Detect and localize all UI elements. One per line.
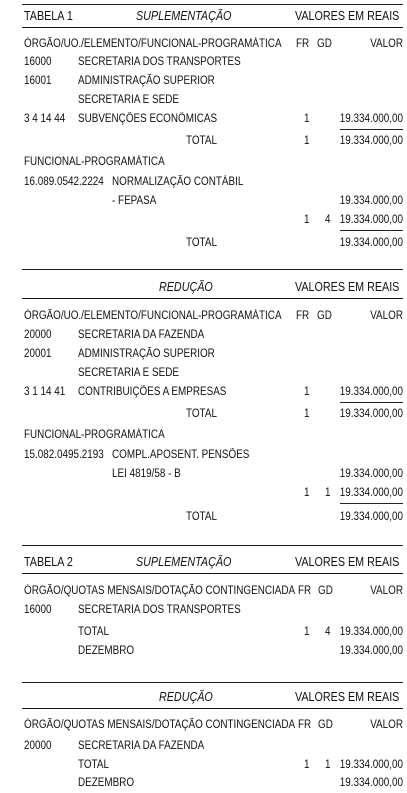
section2-header-rule: [22, 298, 403, 299]
s3-month-value: 19.334.000,00: [339, 645, 403, 657]
s1-func-desc: NORMALIZAÇÃO CONTÁBIL: [112, 176, 244, 188]
s3-org-code: 16000: [24, 604, 52, 616]
s4-org-desc: SECRETARIA DA FAZENDA: [78, 740, 205, 752]
s2-func-desc-2: LEI 4819/58 - B: [112, 468, 181, 480]
s1-func-code: 16.089.0542.2224: [24, 176, 104, 188]
s2-func-value: 19.334.000,00: [339, 468, 403, 480]
s1-func-value: 19.334.000,00: [339, 195, 403, 207]
s2-total-fr: 1: [304, 408, 310, 420]
s2-func-fr: 1: [304, 487, 310, 499]
s2-fr-header: FR: [296, 310, 310, 322]
s3-total-gd: 4: [325, 626, 331, 638]
s1-element-fr: 1: [304, 113, 310, 125]
section3-top-rule: [22, 545, 403, 546]
s4-gd-header: GD: [318, 719, 333, 731]
s2-func-gd: 1: [325, 487, 331, 499]
section2-type: REDUÇÃO: [159, 280, 213, 294]
s2-func-heading: FUNCIONAL-PROGRAMÁTICA: [24, 429, 165, 441]
s3-valor-header: VALOR: [370, 585, 403, 597]
s4-total-label: TOTAL: [78, 759, 109, 771]
s2-func-code: 15.082.0495.2193: [24, 449, 104, 461]
section3-header-rule: [22, 573, 403, 574]
s1-element-code: 3 4 14 44: [24, 113, 66, 125]
s1-total2-label: TOTAL: [186, 237, 217, 249]
s3-total-value: 19.334.000,00: [339, 626, 403, 638]
s4-fr-header: FR: [298, 719, 312, 731]
s1-func-rule: [340, 230, 403, 231]
s3-month-label: DEZEMBRO: [78, 645, 135, 657]
s2-gd-header: GD: [317, 310, 332, 322]
s3-total-label: TOTAL: [78, 626, 109, 638]
s1-func-desc-2: - FEPASA: [112, 195, 157, 207]
s4-total-value: 19.334.000,00: [339, 759, 403, 771]
s1-subtotal-rule: [340, 129, 403, 130]
s2-element-code: 3 1 14 41: [24, 386, 66, 398]
s2-element-value: 19.334.000,00: [339, 386, 403, 398]
s4-total-fr: 1: [304, 759, 310, 771]
s3-column-heading: ÓRGÃO/QUOTAS MENSAIS/DOTAÇÃO CONTINGENCIADA: [24, 585, 296, 597]
s1-element-value: 19.334.000,00: [339, 113, 403, 125]
s2-column-heading: ÓRGÃO/UO./ELEMENTO/FUNCIONAL-PROGRAMÁTICA: [24, 310, 282, 322]
section1-top-rule: [22, 4, 403, 5]
s1-org-code: 16000: [24, 56, 52, 68]
section1-header-rule: [22, 27, 403, 28]
s2-func-rule: [340, 503, 403, 504]
s4-valor-header: VALOR: [370, 719, 403, 731]
s4-month-label: DEZEMBRO: [78, 777, 135, 789]
s1-fr-header: FR: [296, 38, 310, 50]
s1-uo-desc: ADMINISTRAÇÃO SUPERIOR: [78, 75, 215, 87]
s3-gd-header: GD: [318, 585, 333, 597]
s2-uo-desc-2: SECRETARIA E SEDE: [78, 367, 179, 379]
s1-uo-desc-2: SECRETARIA E SEDE: [78, 94, 179, 106]
s1-gd-header: GD: [317, 38, 332, 50]
s1-total-value: 19.334.000,00: [339, 135, 403, 147]
s2-org-desc: SECRETARIA DA FAZENDA: [78, 329, 205, 341]
s2-total2-label: TOTAL: [186, 511, 217, 523]
section4-header-rule: [22, 708, 403, 709]
table1-label: TABELA 1: [24, 9, 73, 23]
section2-top-rule: [22, 269, 403, 270]
s4-total-gd: 1: [325, 759, 331, 771]
section1-values-header: VALORES EM REAIS: [295, 9, 400, 23]
s3-fr-header: FR: [298, 585, 312, 597]
s4-column-heading: ÓRGÃO/QUOTAS MENSAIS/DOTAÇÃO CONTINGENCIADA: [24, 719, 296, 731]
s1-func-gd: 4: [325, 214, 331, 226]
s1-total-fr: 1: [304, 135, 310, 147]
s3-total-fr: 1: [304, 626, 310, 638]
s2-func-desc: COMPL.APOSENT. PENSÕES: [112, 449, 250, 461]
s2-uo-code: 20001: [24, 348, 52, 360]
section1-type: SUPLEMENTAÇÃO: [136, 9, 232, 23]
section2-values-header: VALORES EM REAIS: [295, 280, 400, 294]
s2-element-desc: CONTRIBUIÇÕES A EMPRESAS: [78, 386, 227, 398]
s1-total2-value: 19.334.000,00: [339, 237, 403, 249]
s1-column-heading: ÓRGÃO/UO./ELEMENTO/FUNCIONAL-PROGRAMÁTICA: [24, 38, 282, 50]
s1-total-label: TOTAL: [186, 135, 217, 147]
s1-func-fr: 1: [304, 214, 310, 226]
s1-func-heading: FUNCIONAL-PROGRAMÁTICA: [24, 156, 165, 168]
section3-values-header: VALORES EM REAIS: [295, 555, 400, 569]
section4-values-header: VALORES EM REAIS: [295, 690, 400, 704]
s2-func-subtotal: 19.334.000,00: [339, 487, 403, 499]
s1-element-desc: SUBVENÇÕES ECONÔMICAS: [78, 113, 218, 125]
s2-org-code: 20000: [24, 329, 52, 341]
section4-top-rule: [22, 682, 403, 683]
section3-type: SUPLEMENTAÇÃO: [136, 555, 232, 569]
table2-label: TABELA 2: [24, 555, 73, 569]
s2-total-value: 19.334.000,00: [339, 408, 403, 420]
s2-element-fr: 1: [304, 386, 310, 398]
s3-org-desc: SECRETARIA DOS TRANSPORTES: [78, 604, 241, 616]
s4-org-code: 20000: [24, 740, 52, 752]
section4-type: REDUÇÃO: [159, 690, 213, 704]
s2-total-label: TOTAL: [186, 408, 217, 420]
s1-func-subtotal: 19.334.000,00: [339, 214, 403, 226]
s2-valor-header: VALOR: [370, 310, 403, 322]
s1-valor-header: VALOR: [370, 38, 403, 50]
s2-total2-value: 19.334.000,00: [339, 511, 403, 523]
s2-uo-desc: ADMINISTRAÇÃO SUPERIOR: [78, 348, 215, 360]
s1-uo-code: 16001: [24, 75, 52, 87]
s4-month-value: 19.334.000,00: [339, 777, 403, 789]
s2-subtotal-rule: [340, 402, 403, 403]
s1-org-desc: SECRETARIA DOS TRANSPORTES: [78, 56, 241, 68]
